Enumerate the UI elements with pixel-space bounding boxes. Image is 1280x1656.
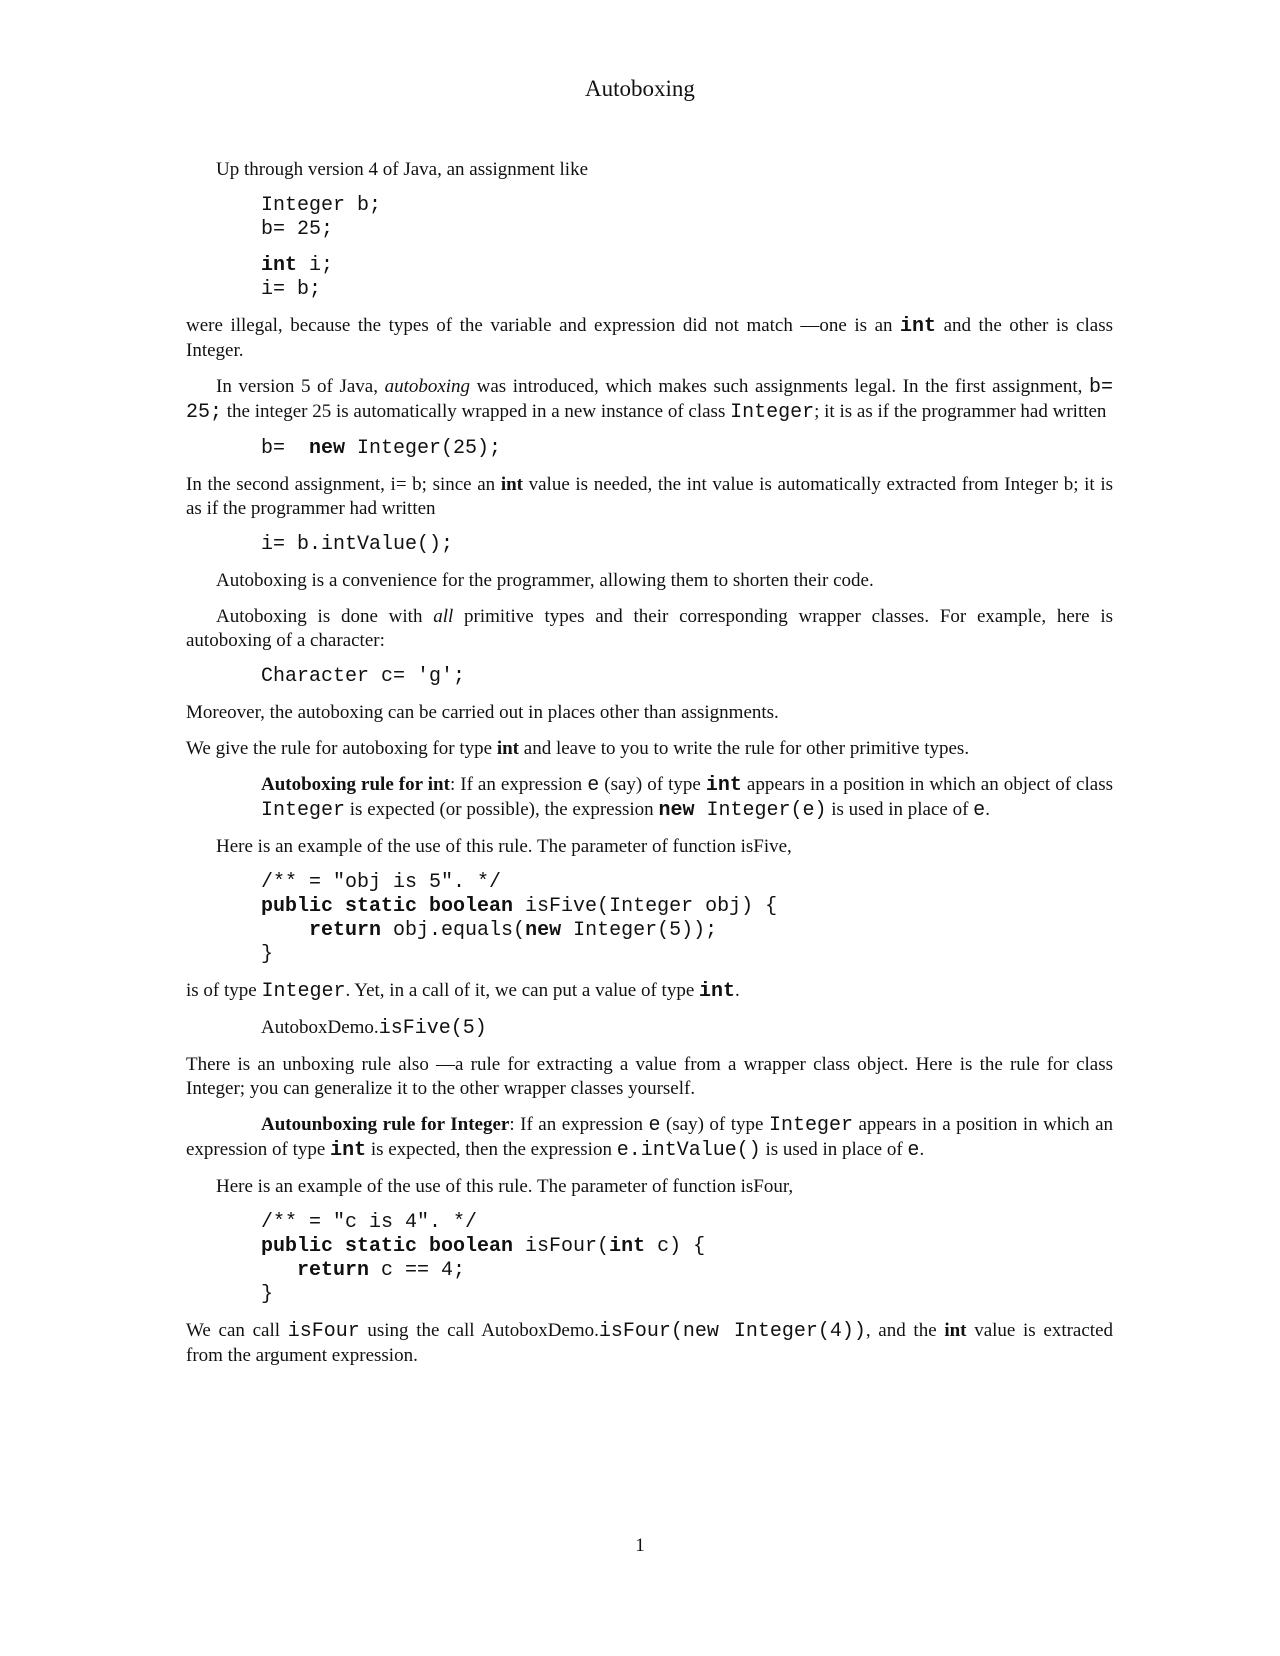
text: was introduced, which makes such assignments legal. In the first assignment, bbox=[470, 376, 1089, 397]
text: is expected, then the expression bbox=[366, 1139, 617, 1160]
text: is used in place of bbox=[826, 799, 974, 820]
text: . bbox=[735, 980, 740, 1001]
code-text: c == 4; bbox=[369, 1259, 466, 1282]
text: and leave to you to write the rule for other primitive types. bbox=[519, 738, 970, 759]
code-keyword: int bbox=[261, 254, 298, 277]
inline-code: Integer bbox=[768, 1114, 853, 1137]
code-line: Integer b; bbox=[261, 194, 382, 217]
code-keyword: new bbox=[525, 919, 562, 942]
inline-code: e bbox=[907, 1139, 920, 1162]
text: AutoboxDemo. bbox=[261, 1017, 379, 1038]
document-body bbox=[186, 158, 1113, 1380]
text: Autoboxing is a convenience for the programmer, allowing them to shorten their code. bbox=[216, 570, 874, 591]
paragraph bbox=[186, 835, 1113, 859]
text: is of type bbox=[186, 980, 262, 1001]
code-block bbox=[261, 194, 1113, 242]
code-text: b= bbox=[261, 437, 310, 460]
inline-code: int bbox=[900, 315, 937, 338]
code-block bbox=[261, 254, 1113, 302]
code-keyword: int bbox=[609, 1235, 646, 1258]
paragraph bbox=[186, 569, 1113, 593]
code-line: i= b; bbox=[261, 278, 322, 301]
text: : If an expression bbox=[509, 1114, 649, 1135]
text: , and the bbox=[865, 1320, 945, 1341]
inline-code: isFive(5) bbox=[378, 1017, 487, 1040]
paragraph bbox=[186, 1319, 1113, 1368]
rule-heading: Autounboxing rule for Integer bbox=[261, 1114, 510, 1135]
text: were illegal, because the types of the variable and expression did not match —one is an bbox=[186, 315, 901, 336]
text: . bbox=[985, 799, 990, 820]
inline-code: isFour(new Integer(4)) bbox=[598, 1320, 866, 1343]
code-text: c) { bbox=[645, 1235, 706, 1258]
text: is used in place of bbox=[760, 1139, 908, 1160]
inline-code: Integer bbox=[730, 401, 815, 424]
inline-code: new bbox=[658, 799, 695, 822]
paragraph bbox=[186, 375, 1113, 425]
example-call bbox=[261, 1016, 1113, 1041]
code-keyword: public static boolean bbox=[261, 1235, 514, 1258]
inline-code: e bbox=[648, 1114, 661, 1137]
rule-autoboxing bbox=[261, 773, 1113, 823]
text: and the other is class Integer. bbox=[186, 315, 1113, 361]
text: Up through version 4 of Java, an assignment like bbox=[216, 159, 589, 180]
code-text: } bbox=[261, 1283, 274, 1306]
bold-text: int bbox=[944, 1320, 967, 1341]
inline-code: int bbox=[699, 980, 736, 1003]
paragraph bbox=[186, 473, 1113, 521]
paragraph bbox=[186, 158, 1113, 182]
text: In version 5 of Java, bbox=[216, 376, 385, 397]
text: (say) of type bbox=[660, 1114, 769, 1135]
code-keyword: return bbox=[309, 919, 382, 942]
code-text: obj.equals( bbox=[381, 919, 526, 942]
paragraph bbox=[186, 1053, 1113, 1101]
code-text: } bbox=[261, 943, 274, 966]
text: value is needed, the int value is automatically extracted from Integer b; it is as if the programmer had written bbox=[186, 474, 1113, 519]
text: (say) of type bbox=[599, 774, 706, 795]
code-text: isFive(Integer obj) { bbox=[513, 895, 778, 918]
text: Here is an example of the use of this rule. The parameter of function isFour, bbox=[216, 1176, 794, 1197]
paragraph bbox=[186, 314, 1113, 363]
paragraph bbox=[186, 1175, 1113, 1199]
inline-code: int bbox=[705, 774, 742, 797]
text: We can call bbox=[186, 1320, 288, 1341]
bold-text: int bbox=[500, 474, 523, 495]
text: We give the rule for autoboxing for type bbox=[186, 738, 497, 759]
code-text: Integer(5)); bbox=[561, 919, 718, 942]
code-text: Integer(25); bbox=[345, 437, 502, 460]
paragraph bbox=[186, 737, 1113, 761]
page-title: Autoboxing bbox=[585, 76, 695, 101]
text: is expected (or possible), the expression bbox=[345, 799, 659, 820]
text: ; it is as if the programmer had written bbox=[814, 401, 1107, 422]
bold-text: int bbox=[496, 738, 520, 759]
code-keyword: new bbox=[309, 437, 346, 460]
inline-code: b= 25; bbox=[186, 376, 1113, 424]
code-comment: /** = "c is 4". */ bbox=[261, 1211, 478, 1234]
inline-code: Integer(e) bbox=[694, 799, 827, 822]
emphasis: all bbox=[433, 606, 454, 627]
inline-code: e.intValue() bbox=[616, 1139, 761, 1162]
text: . Yet, in a call of it, we can put a value of type bbox=[345, 980, 699, 1001]
text: Here is an example of the use of this rule. The parameter of function isFive, bbox=[216, 836, 792, 857]
text: Moreover, the autoboxing can be carried out in places other than assignments. bbox=[186, 702, 779, 723]
rule-heading: Autoboxing rule for int bbox=[261, 774, 450, 795]
inline-code: e bbox=[587, 774, 600, 797]
text: There is an unboxing rule also —a rule for extracting a value from a wrapper class object. Here is the rule for class Integer; you can generalize it to the other wrapper classes yourself. bbox=[186, 1054, 1113, 1099]
code-block bbox=[261, 533, 1113, 557]
code-block bbox=[261, 1211, 1113, 1307]
rule-autounboxing bbox=[186, 1113, 1113, 1163]
code-line: Character c= 'g'; bbox=[261, 665, 466, 688]
text: value is extracted from the argument expression. bbox=[186, 1320, 1113, 1366]
code-line: b= 25; bbox=[261, 218, 334, 241]
paragraph bbox=[186, 605, 1113, 653]
code-keyword: public static boolean bbox=[261, 895, 514, 918]
text: primitive types and their corresponding wrapper classes. For example, here is autoboxing of a character: bbox=[186, 606, 1113, 651]
text: the integer 25 is automatically wrapped in a new instance of class bbox=[222, 401, 731, 422]
paragraph bbox=[186, 701, 1113, 725]
emphasis: autoboxing bbox=[384, 376, 471, 397]
code-block bbox=[261, 437, 1113, 461]
text: In the second assignment, i= b; since an bbox=[186, 474, 501, 495]
text: Autoboxing is done with bbox=[216, 606, 434, 627]
code-indent bbox=[261, 919, 309, 942]
code-keyword: return bbox=[297, 1259, 370, 1282]
inline-code: Integer bbox=[261, 980, 346, 1003]
inline-code: e bbox=[973, 799, 986, 822]
text: appears in a position in which an object of class bbox=[741, 774, 1113, 795]
page-number: 1 bbox=[635, 1535, 645, 1556]
text: : If an expression bbox=[449, 774, 588, 795]
inline-code: Integer bbox=[261, 799, 346, 822]
code-block bbox=[261, 871, 1113, 967]
code-indent bbox=[261, 1259, 297, 1282]
code-text: i; bbox=[297, 254, 334, 277]
code-line: i= b.intValue(); bbox=[261, 533, 454, 556]
text: using the call AutoboxDemo. bbox=[359, 1320, 599, 1341]
text: appears in a position in which an expression of type bbox=[186, 1114, 1113, 1160]
code-comment: /** = "obj is 5". */ bbox=[261, 871, 502, 894]
code-block bbox=[261, 665, 1113, 689]
paragraph bbox=[186, 979, 1113, 1004]
inline-code: int bbox=[330, 1139, 367, 1162]
code-text: isFour( bbox=[513, 1235, 610, 1258]
text: . bbox=[919, 1139, 925, 1160]
inline-code: isFour bbox=[287, 1320, 360, 1343]
